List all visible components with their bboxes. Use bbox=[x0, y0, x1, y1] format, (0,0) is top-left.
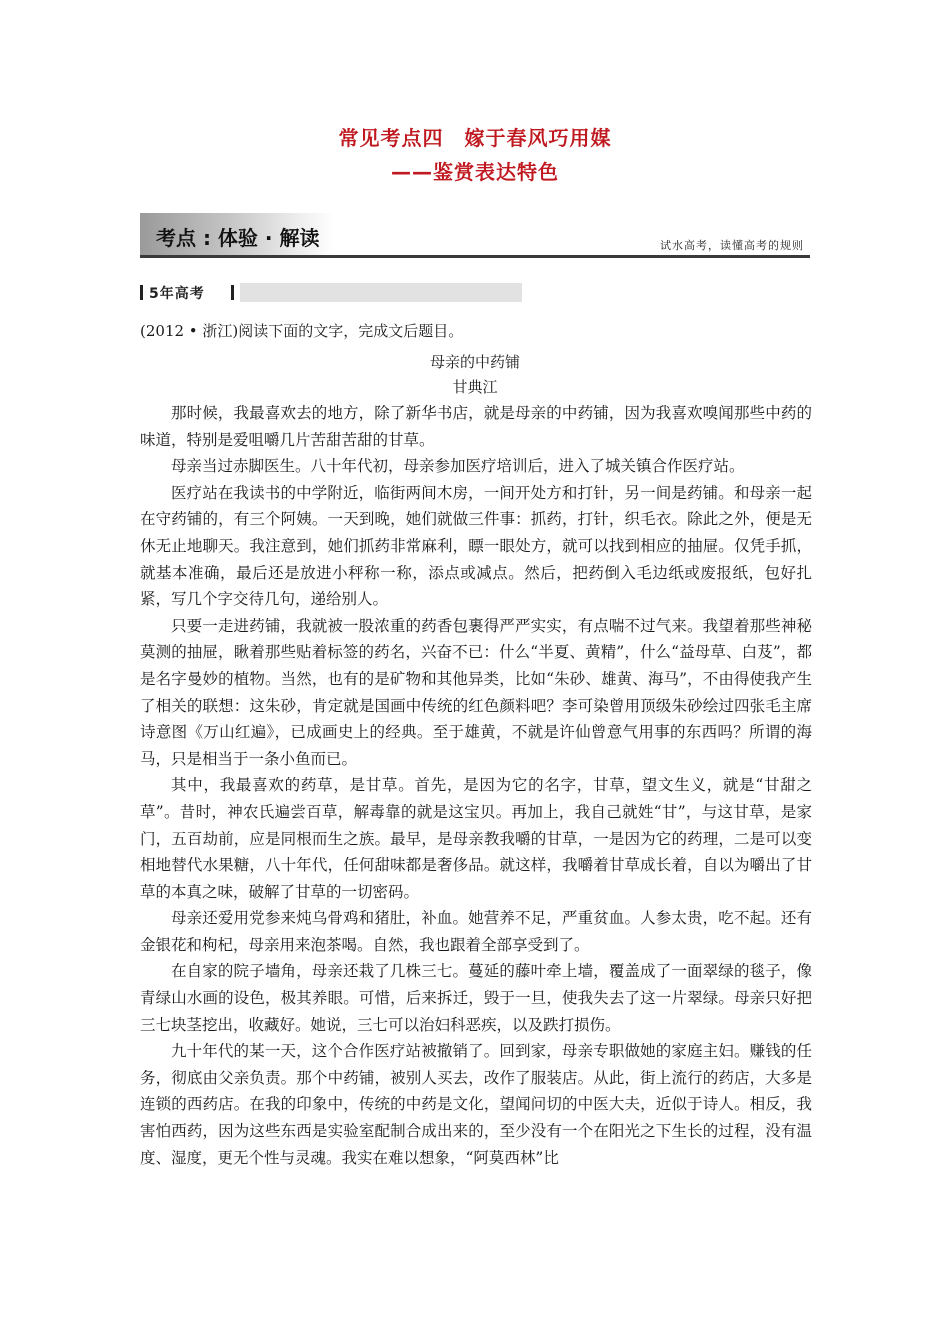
essay-body bbox=[140, 400, 812, 1171]
section-tag-label: 5年高考 bbox=[149, 286, 205, 302]
tag-left-bar bbox=[140, 285, 143, 300]
paragraph: 九十年代的某一天，这个合作医疗站被撤销了。回到家，母亲专职做她的家庭主妇。赚钱的任务，彻底由父亲负责。那个中药铺，被别人买去，改作了服装店。从此，街上流行的药店，大多是连锁的西药店。在我的印象中，传统的中药是文化，望闻问切的中医大夫，近似于诗人。相反，我害怕西药，因为这些东西是实验室配制合成出来的，至少没有一个在阳光之下生长的过程，没有温度、湿度，更无个性与灵魂。我实在难以想象，“阿莫西林”比 bbox=[140, 1042, 812, 1167]
paragraph: 只要一走进药铺，我就被一股浓重的药香包裹得严严实实，有点喘不过气来。我望着那些神秘莫测的抽屉，瞅着那些贴着标签的药名，兴奋不已：什么“半夏、黄精”，什么“益母草、白芨”，都是名字曼妙的植物。当然，也有的是矿物和其他异类，比如“朱砂、雄黄、海马”，不由得使我产生了相关的联想：这朱砂，肯定就是国画中传统的红色颜料吧？李可染曾用顶级朱砂绘过四张毛主席诗意图《万山红遍》，已成画史上的经典。至于雄黄，不就是许仙曾意气用事的东西吗？所谓的海马，只是相当于一条小鱼而已。 bbox=[140, 616, 812, 768]
page-title: 常见考点四 嫁于春风巧用媒 bbox=[338, 126, 612, 150]
banner-slogan: 试水高考，读懂高考的规则 bbox=[660, 239, 804, 252]
paragraph: 母亲当过赤脚医生。八十年代初，母亲参加医疗培训后，进入了城关镇合作医疗站。 bbox=[171, 457, 745, 476]
question-source: (2012 • 浙江)阅读下面的文字，完成文后题目。 bbox=[140, 322, 464, 340]
paragraph: 其中，我最喜欢的药草，是甘草。首先，是因为它的名字，甘草，望文生义，就是“甘甜之草”。昔时，神农氏遍尝百草，解毒靠的就是这宝贝。再加上，我自己就姓“甘”，与这甘草，是家门，五百劫前，应是同根而生之族。最早，是母亲教我嚼的甘草，一是因为它的药理，二是可以变相地替代水果糖，八十年代，任何甜味都是奢侈品。就这样，我嚼着甘草成长着，自以为嚼出了甘草的本真之味，破解了甘草的一切密码。 bbox=[140, 776, 812, 901]
paragraph: 在自家的院子墙角，母亲还栽了几株三七。蔓延的藤叶牵上墙，覆盖成了一面翠绿的毯子，像青绿山水画的设色，极其养眼。可惜，后来拆迁，毁于一旦，使我失去了这一片翠绿。母亲只好把三七块茎挖出，收藏好。她说，三七可以治妇科恶疾，以及跌打损伤。 bbox=[140, 962, 812, 1034]
tag-gray-band bbox=[240, 283, 522, 302]
section-tag bbox=[140, 283, 522, 302]
paragraph: 母亲还爱用党参来炖乌骨鸡和猪肚，补血。她营养不足，严重贫血。人参太贵，吃不起。还有金银花和枸杞，母亲用来泡茶喝。自然，我也跟着全部享受到了。 bbox=[140, 909, 812, 954]
banner-tab bbox=[140, 213, 334, 255]
essay-author: 甘典江 bbox=[452, 378, 498, 396]
banner-label: 考点 : 体验 · 解读 bbox=[156, 226, 320, 250]
tag-right-bar bbox=[231, 285, 234, 300]
section-banner bbox=[140, 213, 810, 257]
essay-title: 母亲的中药铺 bbox=[429, 353, 520, 371]
page-subtitle: ——鉴赏表达特色 bbox=[391, 160, 559, 184]
paragraph: 医疗站在我读书的中学附近，临街两间木房，一间开处方和打针，另一间是药铺。和母亲一起在守药铺的，有三个阿姨。一天到晚，她们就做三件事：抓药，打针，织毛衣。除此之外，便是无休无止地聊天。我注意到，她们抓药非常麻利，瞟一眼处方，就可以找到相应的抽屉。仅凭手抓，就基本准确，最后还是放进小秤称一称，添点或减点。然后，把药倒入毛边纸或废报纸，包好扎紧，写几个字交待几句，递给别人。 bbox=[140, 483, 812, 609]
paragraph: 那时候，我最喜欢去的地方，除了新华书店，就是母亲的中药铺，因为我喜欢嗅闻那些中药的味道，特别是爱咀嚼几片苦甜苦甜的甘草。 bbox=[140, 404, 812, 449]
banner-divider bbox=[140, 255, 810, 258]
